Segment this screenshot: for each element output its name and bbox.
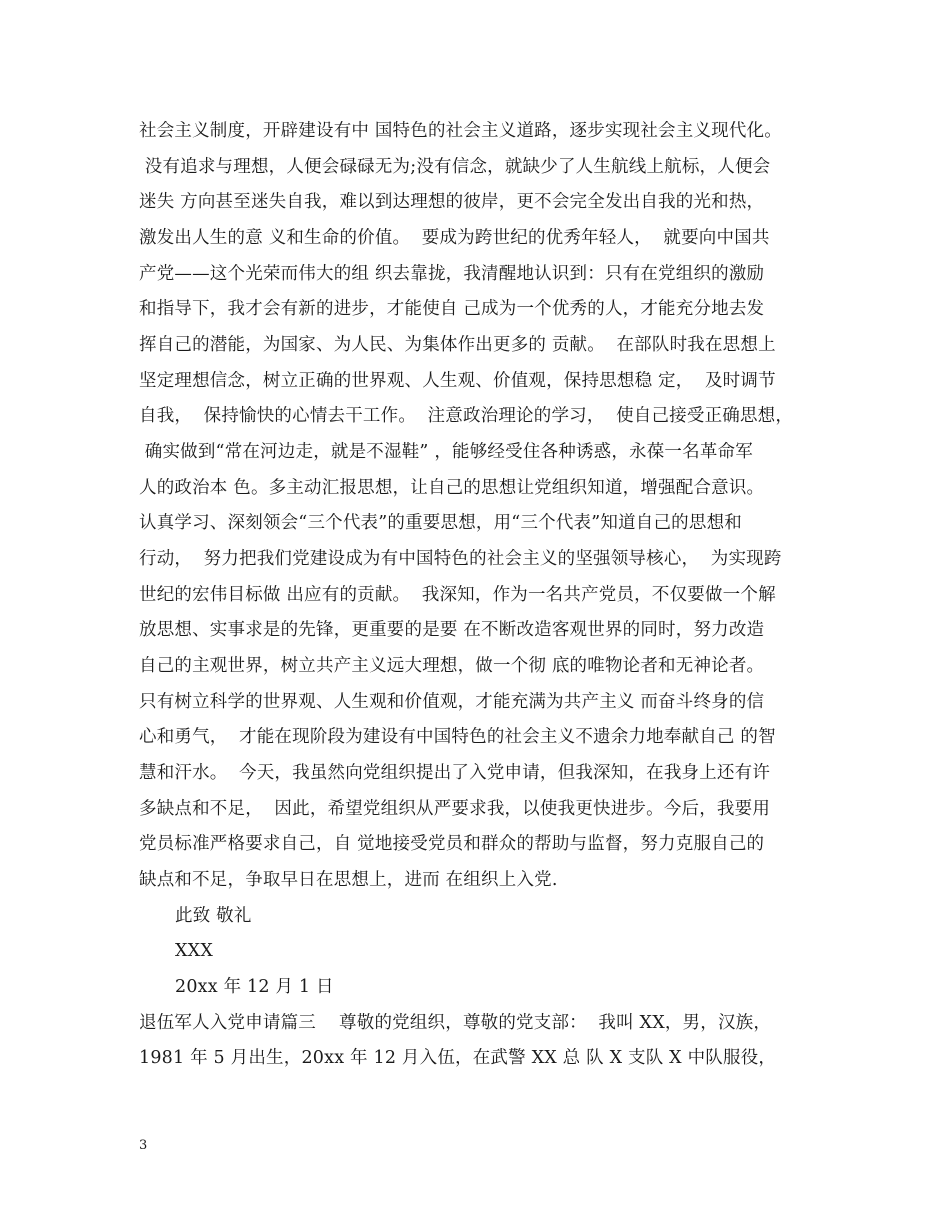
body-line: 心和勇气， 才能在现阶段为建设有中国特色的社会主义不遗余力地奉献自己 的智 — [139, 727, 776, 747]
body-line: 和指导下，我才会有新的进步，才能使自 己成为一个优秀的人，才能充分地去发 — [139, 299, 765, 319]
body-line: 产党——这个光荣而伟大的组 织去靠拢，我清醒地认识到：只有在党组织的激励 — [139, 264, 765, 284]
body-line: 放思想、实事求是的先锋，更重要的是要 在不断改造客观世界的同时，努力改造 — [139, 620, 765, 640]
body-line: 社会主义制度，开辟建设有中 国特色的社会主义道路，逐步实现社会主义现代化。 — [139, 121, 782, 141]
body-line: 世纪的宏伟目标做 出应有的贡献。 我深知，作为一名共产党员，不仅要做一个解 — [139, 585, 776, 605]
body-line: 自己的主观世界，树立共产主义远大理想，做一个彻 底的唯物论者和无神论者。 — [139, 656, 765, 676]
body-line: 人的政治本 色。多主动汇报思想，让自己的思想让党组织知道，增强配合意识。 — [139, 478, 765, 498]
date-line: 20xx 年 12 月 1 日 — [175, 977, 334, 997]
body-line: 只有树立科学的世界观、人生观和价值观，才能充满为共产主义 而奋斗终身的信 — [139, 692, 765, 712]
body-line: 确实做到“常在河边走，就是不湿鞋” ，能够经受住各种诱惑，永葆一名革命军 — [139, 442, 753, 462]
body-line: 没有追求与理想，人便会碌碌无为;没有信念，就缺少了人生航线上航标，人便会 — [139, 157, 771, 177]
body-line: 认真学习、深刻领会“三个代表”的重要思想，用“三个代表”知道自己的思想和 — [139, 513, 742, 533]
body-line: 自我， 保持愉快的心情去干工作。 注意政治理论的学习， 使自己接受正确思想， — [139, 406, 794, 426]
body-line: 挥自己的潜能，为国家、为人民、为集体作出更多的 贡献。 在部队时我在思想上 — [139, 335, 776, 355]
closing-salutation: 此致 敬礼 — [175, 906, 252, 926]
signature: XXX — [175, 941, 213, 961]
body-line: 坚定理想信念，树立正确的世界观、人生观、价值观，保持思想稳 定， 及时调节 — [139, 371, 776, 391]
body-line: 党员标准严格要求自己，自 觉地接受党员和群众的帮助与监督，努力克服自己的 — [139, 834, 765, 854]
body-line: 慧和汗水。 今天，我虽然向党组织提出了入党申请，但我深知，在我身上还有许 — [139, 763, 771, 783]
body-line: 多缺点和不足， 因此，希望党组织从严要求我，以使我更快进步。今后，我要用 — [139, 799, 771, 819]
section-heading-line: 退伍军人入党申请篇三 尊敬的党组织，尊敬的党支部： 我叫 XX，男，汉族， — [139, 1013, 772, 1033]
body-line: 行动， 努力把我们党建设成为有中国特色的社会主义的坚强领导核心， 为实现跨 — [139, 549, 782, 569]
body-line: 迷失 方向甚至迷失自我，难以到达理想的彼岸，更不会完全发出自我的光和热， — [139, 192, 765, 212]
body-line: 激发出人生的意 义和生命的价值。 要成为跨世纪的优秀年轻人， 就要向中国共 — [139, 228, 770, 248]
body-line: 缺点和不足，争取早日在思想上，进而 在组织上入党. — [139, 870, 558, 890]
page-number: 3 — [139, 1138, 148, 1153]
body-line: 1981 年 5 月出生，20xx 年 12 月入伍，在武警 XX 总 队 X 支队 X 中队服役， — [139, 1048, 777, 1068]
